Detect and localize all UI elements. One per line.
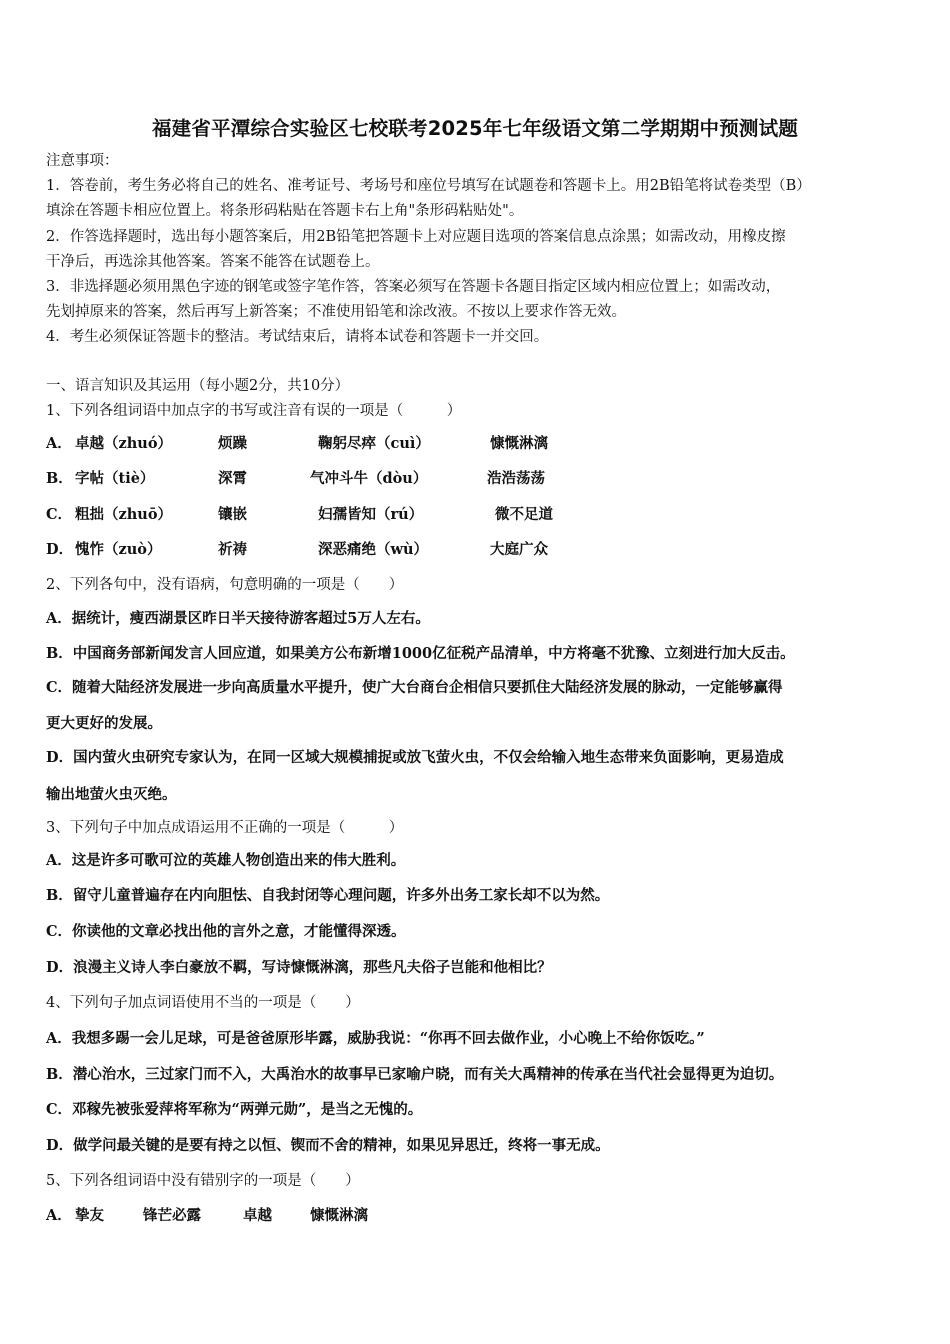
question-2-option-c-cont: 更大更好的发展。 [46,715,162,732]
option-word: 卓越（zhuó） [75,435,172,452]
option-word: 字帖（tiè） [75,470,155,487]
question-2-option-d: D．国内萤火虫研究专家认为，在同一区域大规模捕捉或放飞萤火虫，不仅会给输入地生态带来负面影响，更易造成 [46,749,784,766]
option-word: 挚友 [75,1207,104,1224]
option-word: 镶嵌 [218,506,247,523]
option-label: B． [46,470,73,487]
question-2-option-b: B．中国商务部新闻发言人回应道，如果美方公布新增1000亿征税产品清单，中方将毫不犹豫、立刻进行加大反击。 [46,645,795,662]
question-1-stem: 1、下列各组词语中加点字的书写或注音有误的一项是（ ） [46,403,462,419]
page-title: 福建省平潭综合实验区七校联考2025年七年级语文第二学期期中预测试题 [151,117,799,140]
option-label: A． [46,435,72,452]
notice-line: 干净后，再选涂其他答案。答案不能答在试题卷上。 [46,254,380,270]
question-3-option-c: C．你读他的文章必找出他的言外之意，才能懂得深透。 [46,923,406,940]
question-5-stem: 5、下列各组词语中没有错别字的一项是（ ） [46,1173,360,1189]
option-word: 浩浩荡荡 [487,470,545,487]
notice-line: 3．非选择题必须用黑色字迹的钢笔或签字笔作答，答案必须写在答题卡各题目指定区域内相应位置上；如需改动， [46,279,781,295]
option-word: 深恶痛绝（wù） [318,541,429,558]
option-word: 慷慨淋漓 [490,435,548,452]
question-2-option-a: A．据统计，瘦西湖景区昨日半天接待游客超过5万人左右。 [46,610,430,627]
option-word: 烦躁 [218,435,247,452]
option-word: 愧怍（zuò） [75,541,162,558]
question-4-stem: 4、下列句子加点词语使用不当的一项是（ ） [46,995,360,1011]
question-3-option-a: A．这是许多可歌可泣的英雄人物创造出来的伟大胜利。 [46,852,406,869]
option-word: 大庭广众 [490,541,548,558]
option-word: 微不足道 [495,506,553,523]
option-word: 鞠躬尽瘁（cuì） [318,435,430,452]
option-word: 妇孺皆知（rú） [318,506,424,523]
question-4-option-b: B．潜心治水，三过家门而不入，大禹治水的故事早已家喻户晓，而有关大禹精神的传承在当代社会显得更为迫切。 [46,1066,784,1083]
notice-line: 1．答卷前，考生务必将自己的姓名、准考证号、考场号和座位号填写在试题卷和答题卡上。用2B铅笔将试卷类型（B） [46,178,811,194]
section-heading: 一、语言知识及其运用（每小题2分，共10分） [46,378,350,394]
option-word: 慷慨淋漓 [310,1207,368,1224]
option-word: 祈祷 [218,541,247,558]
question-4-option-d: D．做学问最关键的是要有持之以恒、锲而不舍的精神，如果见异思迁，终将一事无成。 [46,1137,610,1154]
notice-line: 4．考生必须保证答题卡的整洁。考试结束后，请将本试卷和答题卡一并交回。 [46,329,549,345]
question-2-stem: 2、下列各句中，没有语病，句意明确的一项是（ ） [46,577,404,593]
question-2-option-c: C．随着大陆经济发展进一步向高质量水平提升，使广大台商台企相信只要抓住大陆经济发展的脉动，一定能够赢得 [46,679,783,696]
option-word: 深霄 [218,470,247,487]
option-word: 粗拙（zhuō） [75,506,172,523]
notice-heading: 注意事项： [46,153,119,169]
option-label: A． [46,1207,72,1224]
option-label: C． [46,506,73,523]
option-word: 气冲斗牛（dòu） [310,470,428,487]
question-4-option-c: C．邓稼先被张爱萍将军称为“两弹元勋”，是当之无愧的。 [46,1101,423,1118]
question-4-option-a: A．我想多踢一会儿足球，可是爸爸原形毕露，威胁我说：“你再不回去做作业，小心晚上不给你饭吃。” [46,1030,705,1047]
question-3-option-d: D．浪漫主义诗人李白豪放不羁，写诗慷慨淋漓，那些凡夫俗子岂能和他相比？ [46,959,552,976]
notice-line: 2．作答选择题时，选出每小题答案后，用2B铅笔把答题卡上对应题目选项的答案信息点涂黑；如需改动，用橡皮擦 [46,229,786,245]
question-3-option-b: B．留守儿童普遍存在内向胆怯、自我封闭等心理问题，许多外出务工家长却不以为然。 [46,887,610,904]
option-word: 锋芒必露 [143,1207,201,1224]
question-3-stem: 3、下列句子中加点成语运用不正确的一项是（ ） [46,820,404,836]
notice-line: 先划掉原来的答案，然后再写上新答案；不准使用铅笔和涂改液。不按以上要求作答无效。 [46,304,626,320]
question-2-option-d-cont: 输出地萤火虫灭绝。 [46,786,177,803]
option-word: 卓越 [243,1207,272,1224]
notice-line: 填涂在答题卡相应位置上。将条形码粘贴在答题卡右上角"条形码粘贴处"。 [46,203,524,219]
option-label: D． [46,541,74,558]
